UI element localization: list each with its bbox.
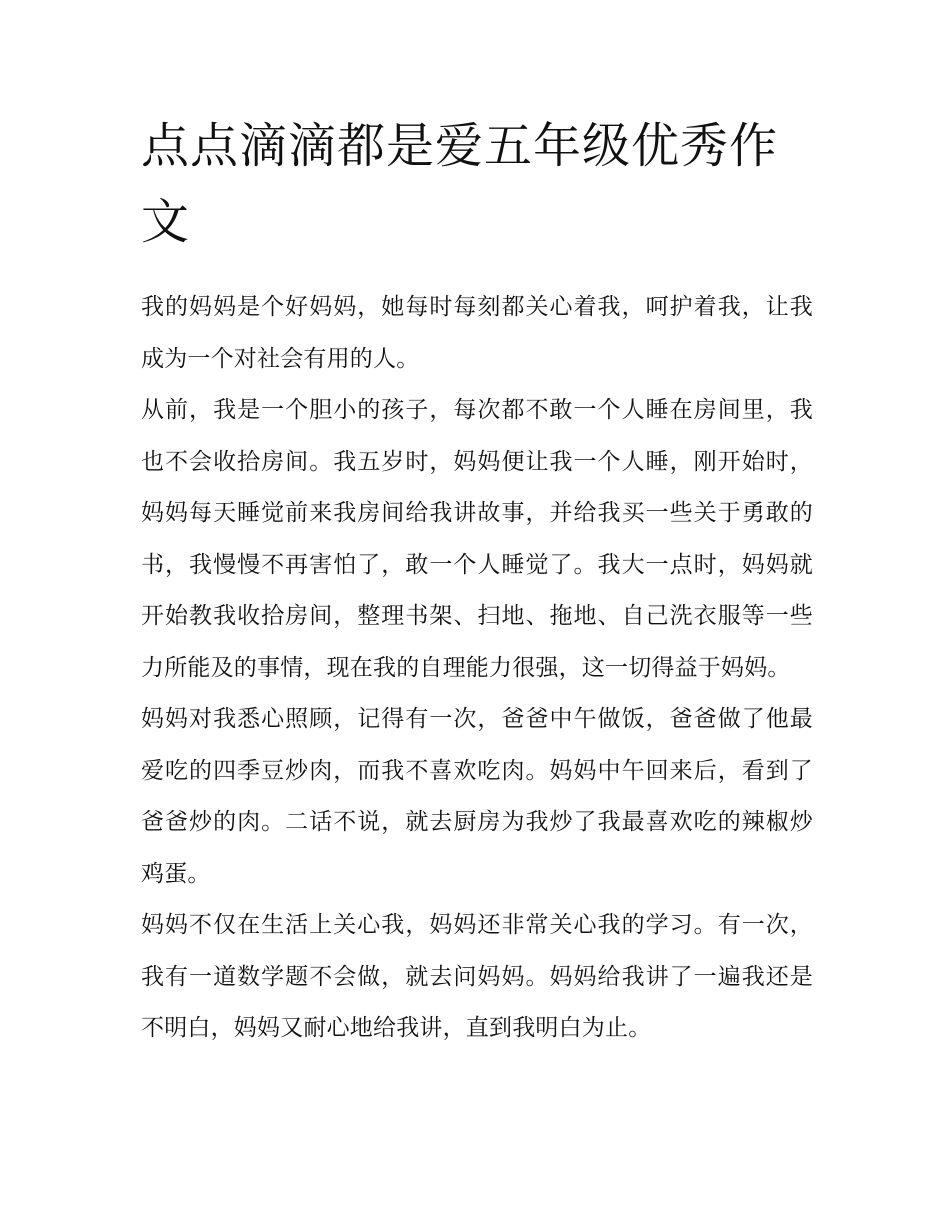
paragraph-care: 妈妈对我悉心照顾，记得有一次，爸爸中午做饭，爸爸做了他最爱吃的四季豆炒肉，而我不喜欢吃肉。妈妈中午回来后，看到了爸爸炒的肉。二话不说，就去厨房为我炒了我最喜欢吃的辣椒炒鸡蛋。 — [141, 706, 813, 887]
paragraph-childhood: 从前，我是一个胆小的孩子，每次都不敢一个人睡在房间里，我也不会收拾房间。我五岁时，妈妈便让我一个人睡，刚开始时，妈妈每天睡觉前来我房间给我讲故事，并给我买一些关于勇敢的书，我慢慢不再害怕了，敢一个人睡觉了。我大一点时，妈妈就开始教我收拾房间，整理书架、扫地、拖地、自己洗衣服等一些力所能及的事情，现在我的自理能力很强，这一切得益于妈妈。 — [141, 397, 813, 681]
paragraph-study: 妈妈不仅在生活上关心我，妈妈还非常关心我的学习。有一次，我有一道数学题不会做，就去问妈妈。妈妈给我讲了一遍我还是不明白，妈妈又耐心地给我讲，直到我明白为止。 — [141, 912, 813, 1041]
article-body — [141, 108, 813, 1055]
article-title: 点点滴滴都是爱五年级优秀作文 — [141, 118, 779, 250]
paragraph-intro: 我的妈妈是个好妈妈，她每时每刻都关心着我，呵护着我，让我成为一个对社会有用的人。 — [141, 294, 813, 372]
